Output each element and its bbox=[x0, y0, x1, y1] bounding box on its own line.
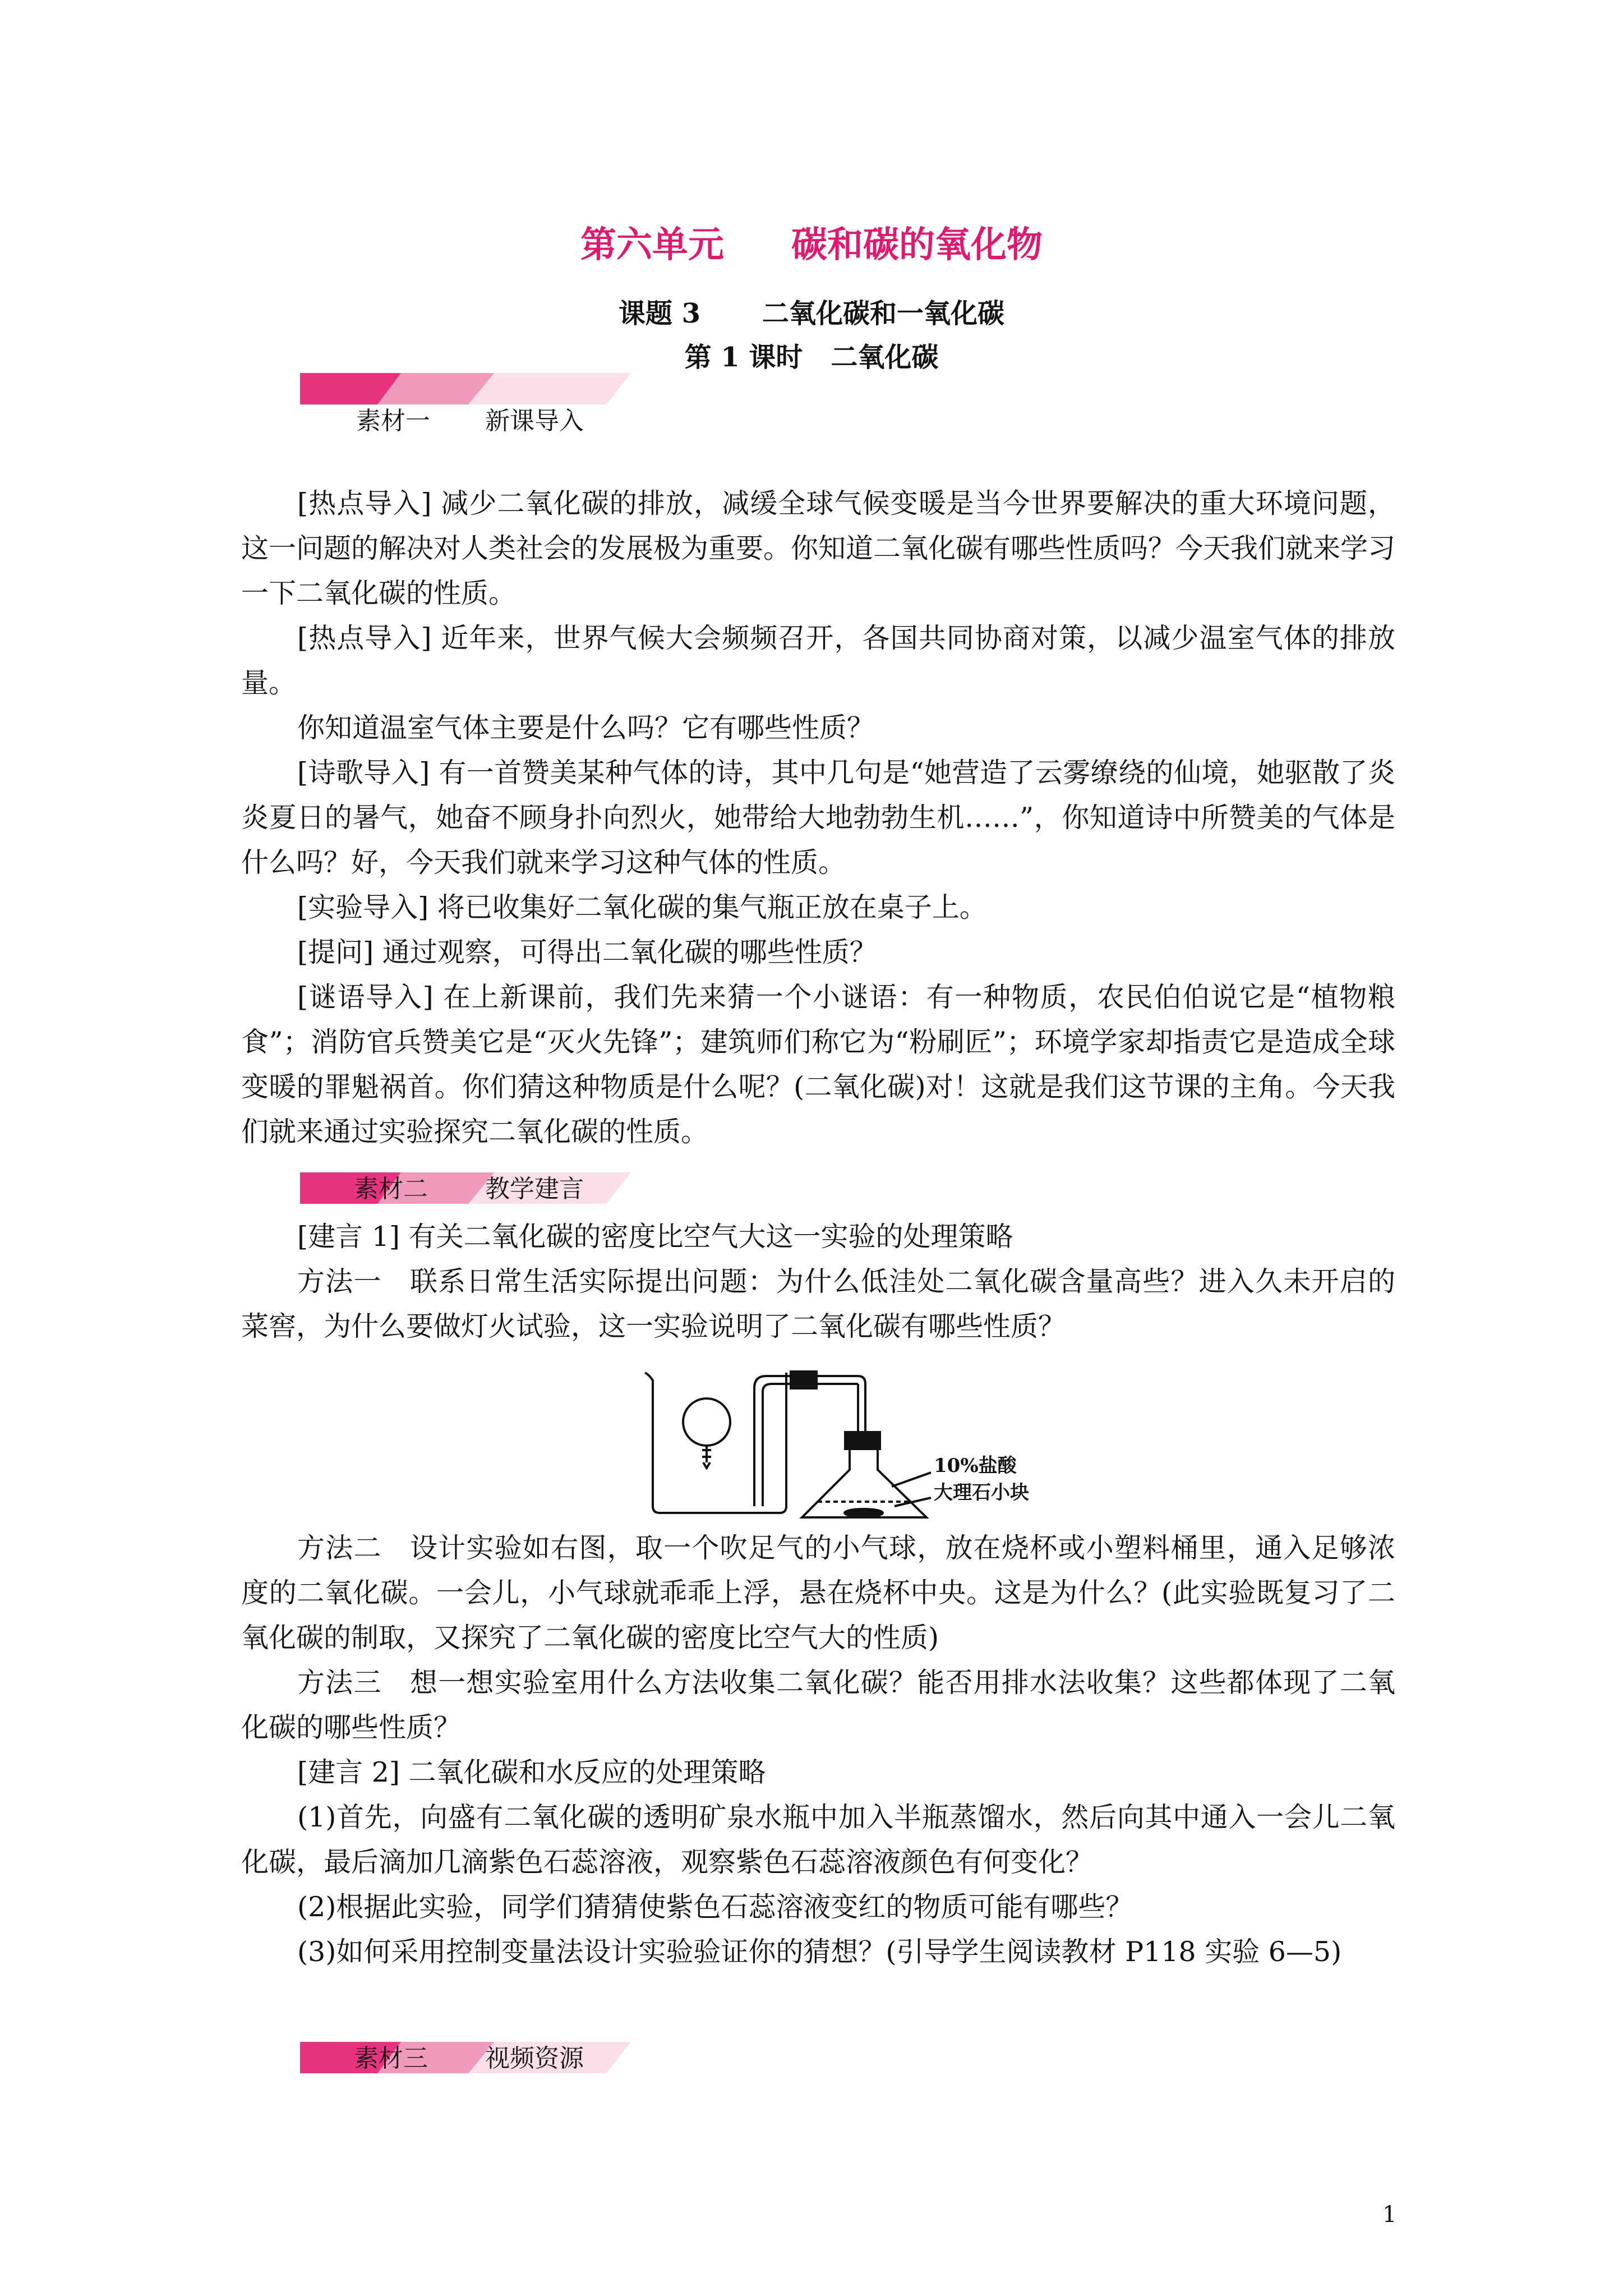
period-title bbox=[0, 335, 1623, 374]
section-title: 视频资源 bbox=[485, 2044, 584, 2073]
intro-paragraph: [实验导入] 将已收集好二氧化碳的集气瓶正放在桌子上。 bbox=[297, 891, 987, 923]
intro-paragraph: [诗歌导入] 有一首赞美某种气体的诗，其中几句是“她营造了云雾缭绕的仙境，她驱散了炎炎夏日的暑气，她奋不顾身扑向烈火，她带给大地勃勃生机……”，你知道诗中所赞美的气体是什么吗？好，今天我们就来学习这种气体的性质。 bbox=[241, 757, 1395, 878]
advice-paragraph: [建言 1] 有关二氧化碳的密度比空气大这一实验的处理策略 bbox=[297, 1221, 1013, 1253]
advice-paragraph: [建言 2] 二氧化碳和水反应的处理策略 bbox=[297, 1756, 766, 1788]
figure-label-acid: 10%盐酸 bbox=[934, 1455, 1017, 1477]
period-topic: 二氧化碳 bbox=[831, 342, 939, 373]
marble-pieces bbox=[845, 1509, 883, 1517]
unit-number: 第六单元 bbox=[580, 224, 724, 266]
lesson-title bbox=[0, 292, 1623, 330]
advice-paragraph: (2)根据此实验，同学们猜猜使紫色石蕊溶液变红的物质可能有哪些？ bbox=[297, 1891, 1133, 1923]
section-label: 素材一 bbox=[356, 407, 430, 435]
advice-paragraph: 方法三 想一想实验室用什么方法收集二氧化碳？能否用排水法收集？这些都体现了二氧化碳的哪些性质？ bbox=[241, 1667, 1395, 1743]
intro-paragraph: [谜语导入] 在上新课前，我们先来猜一个小谜语：有一种物质，农民伯伯说它是“植物粮食”；消防官兵赞美它是“灭火先锋”；建筑师们称它为“粉刷匠”；环境学家却指责它是造成全球变暖的罪魁祸首。你们猜这种物质是什么呢？(二氧化碳)对！这就是我们这节课的主角。今天我们就来通过实验探究二氧化碳的性质。 bbox=[241, 981, 1395, 1148]
intro-paragraph: [热点导入] 减少二氧化碳的排放，减缓全球气候变暖是当今世界要解决的重大环境问题，这一问题的解决对人类社会的发展极为重要。你知道二氧化碳有哪些性质吗？今天我们就来学习一下二氧化碳的性质。 bbox=[241, 487, 1396, 609]
intro-paragraph: [提问] 通过观察，可得出二氧化碳的哪些性质？ bbox=[297, 936, 877, 968]
page-number: 1 bbox=[1382, 2202, 1397, 2228]
intro-paragraph: 你知道温室气体主要是什么吗？它有哪些性质？ bbox=[297, 712, 875, 744]
delivery-tube bbox=[754, 1376, 858, 1506]
section-banner-material2 bbox=[300, 1172, 631, 1204]
section-label: 素材三 bbox=[354, 2044, 428, 2073]
balloon bbox=[683, 1398, 730, 1446]
lesson-topic: 二氧化碳和一氧化碳 bbox=[762, 298, 1005, 329]
section-title: 新课导入 bbox=[485, 407, 584, 435]
lesson-number: 课题 3 bbox=[618, 298, 701, 329]
advice-paragraph: 方法一 联系日常生活实际提出问题：为什么低洼处二氧化碳含量高些？进入久未开启的菜窖，为什么要做灯火试验，这一实验说明了二氧化碳有哪些性质？ bbox=[241, 1266, 1395, 1342]
unit-title bbox=[0, 216, 1623, 268]
section-title: 教学建言 bbox=[485, 1175, 584, 1203]
section-banner-material3 bbox=[300, 2042, 631, 2073]
flask-stopper bbox=[845, 1432, 880, 1449]
advice-paragraph: (3)如何采用控制变量法设计实验验证你的猜想？(引导学生阅读教材 P118 实验 6—5) bbox=[297, 1936, 1342, 1968]
unit-topic: 碳和碳的氧化物 bbox=[791, 224, 1043, 266]
conical-flask bbox=[802, 1449, 926, 1517]
tube-connector bbox=[791, 1372, 817, 1388]
balloon-string bbox=[702, 1446, 711, 1462]
period-number: 第 1 课时 bbox=[684, 342, 803, 373]
banner-stripe-light bbox=[468, 373, 631, 404]
figure-label-marble: 大理石小块 bbox=[934, 1481, 1029, 1504]
section-label: 素材二 bbox=[354, 1175, 428, 1203]
advice-paragraph: (1)首先，向盛有二氧化碳的透明矿泉水瓶中加入半瓶蒸馏水，然后向其中通入一会儿二氧化碳，最后滴加几滴紫色石蕊溶液，观察紫色石蕊溶液颜色有何变化？ bbox=[241, 1801, 1395, 1878]
advice-paragraph: 方法二 设计实验如右图，取一个吹足气的小气球，放在烧杯或小塑料桶里，通入足够浓度的二氧化碳。一会儿，小气球就乖乖上浮，悬在烧杯中央。这是为什么？(此实验既复习了二氧化碳的制取，又探究了二氧化碳的密度比空气大的性质) bbox=[241, 1532, 1395, 1654]
experiment-figure bbox=[639, 1338, 1066, 1523]
intro-paragraph: [热点导入] 近年来，世界气候大会频频召开，各国共同协商对策，以减少温室气体的排放量。 bbox=[241, 622, 1395, 699]
section-banner-material1 bbox=[300, 373, 631, 435]
